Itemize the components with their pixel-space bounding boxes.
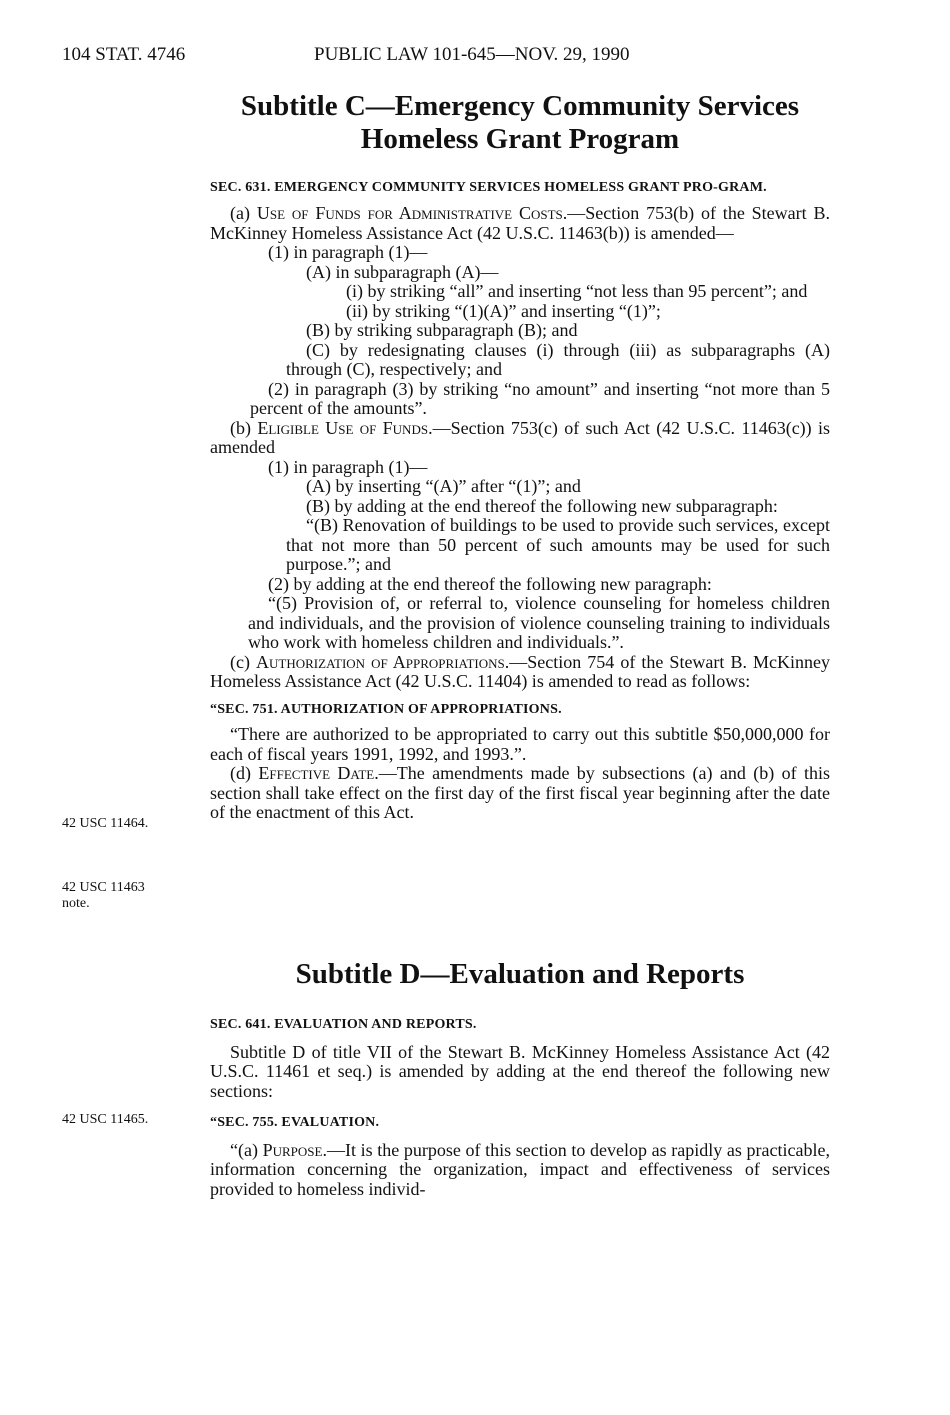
para-b-2: (2) by adding at the end thereof the following new paragraph: (268, 573, 712, 594)
margin-note-11463-line1: 42 USC 11463 (62, 880, 145, 895)
para-b-1-B: (B) by adding at the end thereof the following new subparagraph: (306, 495, 778, 516)
subsection-d-caption: Effective Date (258, 763, 375, 783)
subsection-d-text: .—The amendments made by subsections (a) and (b) of this section shall take effect on the first day of the first fiscal year beginning after the date of the enactment of this Act. (210, 763, 831, 822)
sec-755-subsection-a (210, 1141, 830, 1200)
margin-note-11465: 42 USC 11465. (62, 1112, 149, 1127)
para-b-1: (1) in paragraph (1)— (268, 456, 428, 477)
sec-641-heading: SEC. 641. EVALUATION AND REPORTS. (210, 1017, 477, 1032)
subsection-b-label: (b) (230, 417, 251, 438)
subtitle-c-line1: Subtitle C—Emergency Community Services (240, 90, 800, 122)
margin-note-11463-line2: note. (62, 896, 90, 911)
sec-641-text: Subtitle D of title VII of the Stewart B. McKinney Homeless Assistance Act (42 U.S.C. 11461 et seq.) is amended by adding at the end thereof the following new sections: (210, 1041, 830, 1101)
sec-631-heading: SEC. 631. EMERGENCY COMMUNITY SERVICES HOMELESS GRANT PRO-GRAM. (210, 180, 767, 195)
subsection-a-label: (a) (230, 203, 250, 223)
para-b-1-A: (A) by inserting “(A)” after “(1)”; and (306, 476, 581, 496)
subsection-c-label: (c) (230, 651, 250, 672)
sec-751-text: “There are authorized to be appropriated to carry out this subtitle $50,000,000 for each of fiscal years 1991, 1992, and 1993.”. (210, 724, 830, 764)
subtitle-c-heading (210, 90, 830, 156)
subsection-b-caption: Eligible Use of Funds (257, 417, 429, 438)
sec-755-a-caption: Purpose (262, 1139, 323, 1160)
subsection-a-caption: Use of Funds for Administrative Costs (256, 203, 563, 223)
subsection-a-text: .—Section 753(b) of the Stewart B. McKinney Homeless Assistance Act (42 U.S.C. 11463(b)) is amended— (210, 203, 830, 243)
sec-755-a-label: “(a) (230, 1139, 258, 1160)
sec-755-a-text: .—It is the purpose of this section to develop as rapidly as practicable, information concerning the organization, impact and effectiveness of services provided to homeless individ- (210, 1139, 830, 1199)
para-a-1: (1) in paragraph (1)— (268, 242, 428, 262)
para-a-1-A-ii: (ii) by striking “(1)(A)” and inserting “(1)”; (346, 300, 661, 321)
margin-note-11463 (62, 880, 145, 912)
sec-641-block (210, 1015, 830, 1199)
margin-note-11464: 42 USC 11464. (62, 816, 149, 831)
public-law-citation: PUBLIC LAW 101-645—NOV. 29, 1990 (314, 44, 630, 65)
subsection-c-caption: Authorization of Appropriations (256, 651, 505, 672)
sec-631-block (210, 178, 830, 823)
subsection-d-label: (d) (230, 763, 251, 783)
sec-751-heading: “SEC. 751. AUTHORIZATION OF APPROPRIATIONS. (210, 701, 562, 717)
subsection-c-text: .—Section 754 of the Stewart B. McKinney Homeless Assistance Act (42 U.S.C. 11404) is amended to read as follows: (210, 651, 830, 691)
sec-755-heading: “SEC. 755. EVALUATION. (210, 1115, 380, 1130)
para-a-1-A: (A) in subparagraph (A)— (306, 261, 499, 282)
para-a-2: (2) in paragraph (3) by striking “no amount” and inserting “not more than 5 percent of the amounts”. (250, 378, 830, 418)
subsection-c (210, 653, 830, 692)
para-a-1-A-i (210, 282, 830, 302)
quote-b-2: “(5) Provision of, or referral to, violence counseling for homeless children and individuals, and the provision of violence counseling training to individuals who work with homeless children and individuals.”. (248, 593, 830, 652)
subsection-b-text: .—Section 753(c) of such Act (42 U.S.C. 11463(c)) is amended (210, 417, 831, 457)
subtitle-c-line2: Homeless Grant Program (360, 123, 680, 155)
para-a-1-C: (C) by redesignating clauses (i) through (iii) as subparagraphs (A) through (C), respectively; and (286, 339, 830, 379)
page-folio: 104 STAT. 4746 (62, 44, 186, 65)
subsection-a (210, 204, 830, 243)
subsection-b (210, 419, 830, 458)
subsection-d (210, 764, 830, 823)
para-a-1-A-i-text: (i) by striking “all” and inserting “not less than 95 percent”; and (346, 281, 808, 301)
quote-b-1-B: “(B) Renovation of buildings to be used to provide such services, except that not more than 50 percent of such amounts may be used for such purpose.”; and (286, 515, 830, 574)
subtitle-d-heading: Subtitle D—Evaluation and Reports (295, 958, 745, 990)
para-a-1-B: (B) by striking subparagraph (B); and (306, 320, 578, 340)
